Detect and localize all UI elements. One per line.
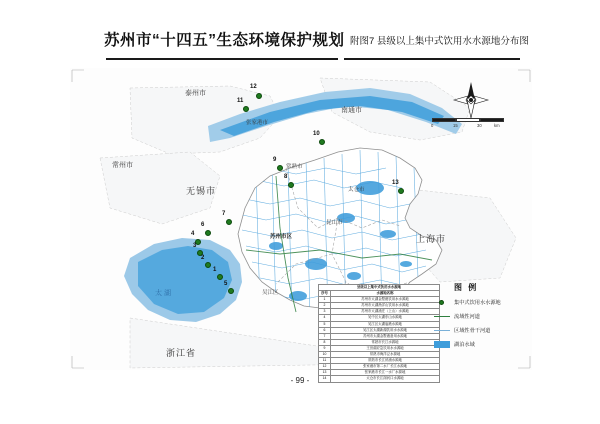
scale-bar [432, 118, 512, 134]
row-num: 8 [319, 339, 331, 345]
scale-unit: km [494, 123, 500, 128]
site-marker-9[interactable] [277, 165, 283, 171]
table-title: 县级以上集中式饮用水水源地 [319, 285, 440, 291]
row-name: 吴江区太湖庙港水源地 [331, 321, 440, 327]
row-name: 苏州市太湖渔洋山饮用水水源地 [331, 303, 440, 309]
site-label-1: 1 [213, 267, 217, 273]
site-marker-13[interactable] [398, 188, 404, 194]
lake-polygon-icon [434, 340, 450, 348]
site-label-6: 6 [201, 222, 205, 228]
row-name: 常熟市长江浒浦水源地 [331, 358, 440, 364]
row-num: 7 [319, 333, 331, 339]
site-marker-11[interactable] [243, 106, 249, 112]
legend-label: 集中式饮用水水源地 [454, 299, 501, 306]
site-label-8: 8 [284, 174, 288, 180]
scale-tick-2: 30 [477, 123, 482, 128]
row-num: 12 [319, 364, 331, 370]
label-taihu-lake: 太 湖 [155, 290, 171, 297]
row-num: 4 [319, 315, 331, 321]
label-changshu: 常熟市 [286, 164, 303, 170]
site-marker-1[interactable] [217, 274, 223, 280]
figure-subtitle: 附图7 县级以上集中式饮用水水源地分布图 [350, 36, 529, 47]
regional-river-icon [434, 326, 450, 334]
row-name: 苏州市太湖浦庄（上山）水源地 [331, 309, 440, 315]
scale-tick-0: 0 [431, 123, 434, 128]
row-name: 太仓市长江浏河口水源地 [331, 376, 440, 382]
page-number: - 99 - [290, 376, 310, 385]
site-marker-12[interactable] [256, 93, 262, 99]
map-legend [432, 282, 524, 366]
row-num: 14 [319, 376, 331, 382]
site-label-3: 3 [193, 243, 197, 249]
legend-label: 流域性河道 [454, 313, 480, 320]
row-num: 2 [319, 303, 331, 309]
compass-rose [452, 80, 490, 120]
legend-label: 区域性骨干河道 [454, 327, 491, 334]
row-name: 常熟市长江水源地 [331, 339, 440, 345]
col-header-name: 水源地名称 [331, 291, 440, 297]
site-marker-6[interactable] [205, 230, 211, 236]
label-shanghai: 上海市 [416, 234, 447, 244]
row-name: 吴中区太湖东山水源地 [331, 315, 440, 321]
row-name: 苏州市太湖金墅港饮用水水源地 [331, 297, 440, 303]
label-taicang: 太仓市 [348, 187, 365, 193]
row-num: 13 [319, 370, 331, 376]
row-name: 张家港市第二水厂长江水源地 [331, 364, 440, 370]
scale-tick-1: 15 [453, 123, 458, 128]
label-zhangjiagang: 张家港市 [246, 120, 269, 126]
row-num: 6 [319, 327, 331, 333]
row-name: 张家港市长江一水厂水源地 [331, 370, 440, 376]
site-label-7: 7 [222, 211, 226, 217]
title-underline [106, 58, 338, 60]
site-marker-7[interactable] [226, 219, 232, 225]
site-marker-10[interactable] [319, 139, 325, 145]
col-header-num: 序号 [319, 291, 331, 297]
label-zhejiang: 浙江省 [166, 348, 197, 358]
row-name: 苏州市太湖金墅港备用水源地 [331, 333, 440, 339]
row-name: 王田湖应急饮用水水源地 [331, 345, 440, 351]
row-num: 9 [319, 345, 331, 351]
row-num: 1 [319, 297, 331, 303]
row-num: 5 [319, 321, 331, 327]
site-label-11: 11 [237, 98, 244, 104]
label-changzhou: 常州市 [112, 162, 133, 169]
legend-title: 图 例 [454, 283, 479, 292]
basin-river-icon [434, 312, 450, 320]
label-wujiang: 吴江区 [262, 290, 279, 296]
label-nantong: 南通市 [341, 107, 362, 114]
row-name: 吴江区太湖新湖饮用水水源地 [331, 327, 440, 333]
site-label-9: 9 [273, 157, 277, 163]
title-block [104, 26, 529, 64]
legend-label: 湖泊水域 [454, 341, 475, 348]
site-label-5: 5 [224, 281, 228, 287]
label-wuxi: 无锡市 [186, 186, 217, 196]
subtitle-underline [344, 58, 520, 60]
site-label-2: 2 [201, 255, 205, 261]
row-name: 常熟市海洋泾水源地 [331, 352, 440, 358]
label-taizhou: 泰州市 [185, 90, 206, 97]
page-title: 苏州市“十四五”生态环境保护规划 [104, 32, 345, 49]
site-marker-5[interactable] [228, 288, 234, 294]
water-source-table [318, 284, 440, 383]
site-label-13: 13 [392, 180, 399, 186]
site-label-4: 4 [191, 231, 195, 237]
row-num: 11 [319, 358, 331, 364]
water-source-icon [434, 298, 450, 306]
site-label-10: 10 [313, 131, 320, 137]
row-num: 10 [319, 352, 331, 358]
label-suzhou-urban: 苏州市区 [270, 234, 293, 240]
label-kunshan: 昆山市 [326, 220, 343, 226]
site-marker-2[interactable] [205, 262, 211, 268]
site-label-12: 12 [250, 84, 257, 90]
row-num: 3 [319, 309, 331, 315]
site-marker-8[interactable] [288, 182, 294, 188]
